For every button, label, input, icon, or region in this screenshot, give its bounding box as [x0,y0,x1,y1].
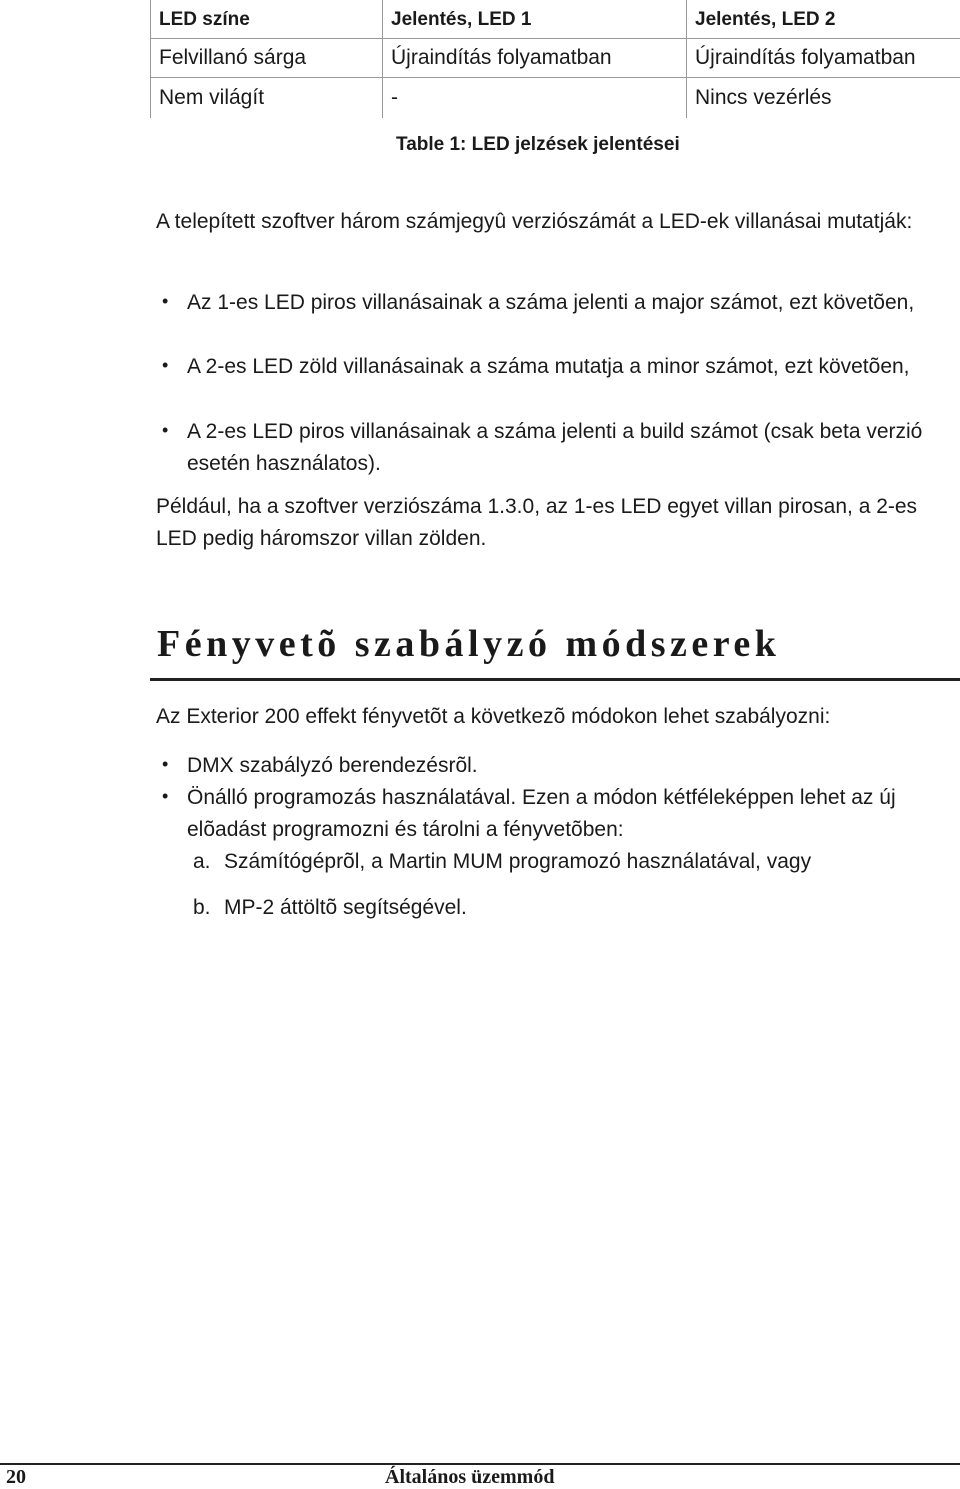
list-item: DMX szabályzó berendezésrõl. [187,754,478,777]
section-intro: Az Exterior 200 effekt fényvetõt a következõ módokon lehet szabályozni: [156,705,831,728]
list-item: Az 1-es LED piros villanásainak a száma jelenti a major számot, ezt követõen, [187,291,915,314]
bullet-icon: • [162,355,169,375]
list-item: Önálló programozás használatával. Ezen a módon kétféleképpen lehet az új elõadást programozni és tárolni a fényvetõben: [187,786,896,841]
table-cell: Felvillanó sárga [159,46,307,69]
table-cell: Újraindítás folyamatban [695,46,916,69]
table-row [150,38,960,77]
bullet-icon: • [162,420,169,440]
table-border [686,0,687,118]
table-header-cell: Jelentés, LED 2 [695,9,836,30]
sub-item-text: MP-2 áttöltõ segítségével. [224,896,467,919]
table-header-row [150,0,960,39]
table-header-cell: LED színe [159,9,250,30]
table-cell: Nincs vezérlés [695,86,832,109]
heading-underline [150,678,960,681]
table-caption: Table 1: LED jelzések jelentései [396,134,680,155]
table-border [150,38,960,39]
table-row [150,78,960,117]
intro-paragraph: A telepített szoftver három számjegyû verziószámát a LED-ek villanásai mutatják: [156,210,913,233]
table-cell: Újraindítás folyamatban [391,46,612,69]
table-border [150,0,151,118]
example-paragraph: Például, ha a szoftver verziószáma 1.3.0, az 1-es LED egyet villan pirosan, a 2-es LED pedig háromszor villan zölden. [156,495,918,550]
page-number: 20 [6,1466,26,1488]
table-header-cell: Jelentés, LED 1 [391,9,532,30]
table-cell: Nem világít [159,86,265,109]
footer-title: Általános üzemmód [385,1466,555,1488]
table-border [150,77,960,78]
sub-item-text: Számítógéprõl, a Martin MUM programozó használatával, vagy [224,850,812,873]
table-cell: - [391,86,398,109]
sub-item-letter: a. [193,850,211,873]
bullet-icon: • [162,291,169,311]
sub-item-letter: b. [193,896,211,919]
footer-rule [0,1463,960,1465]
section-heading: Fényvetõ szabályzó módszerek [157,623,781,665]
bullet-icon: • [162,754,169,774]
table-border [382,0,383,118]
list-item: A 2-es LED zöld villanásainak a száma mutatja a minor számot, ezt követõen, [187,355,910,378]
list-item: A 2-es LED piros villanásainak a száma jelenti a build számot (csak beta verzió esetén használatos). [187,420,923,475]
bullet-icon: • [162,786,169,806]
